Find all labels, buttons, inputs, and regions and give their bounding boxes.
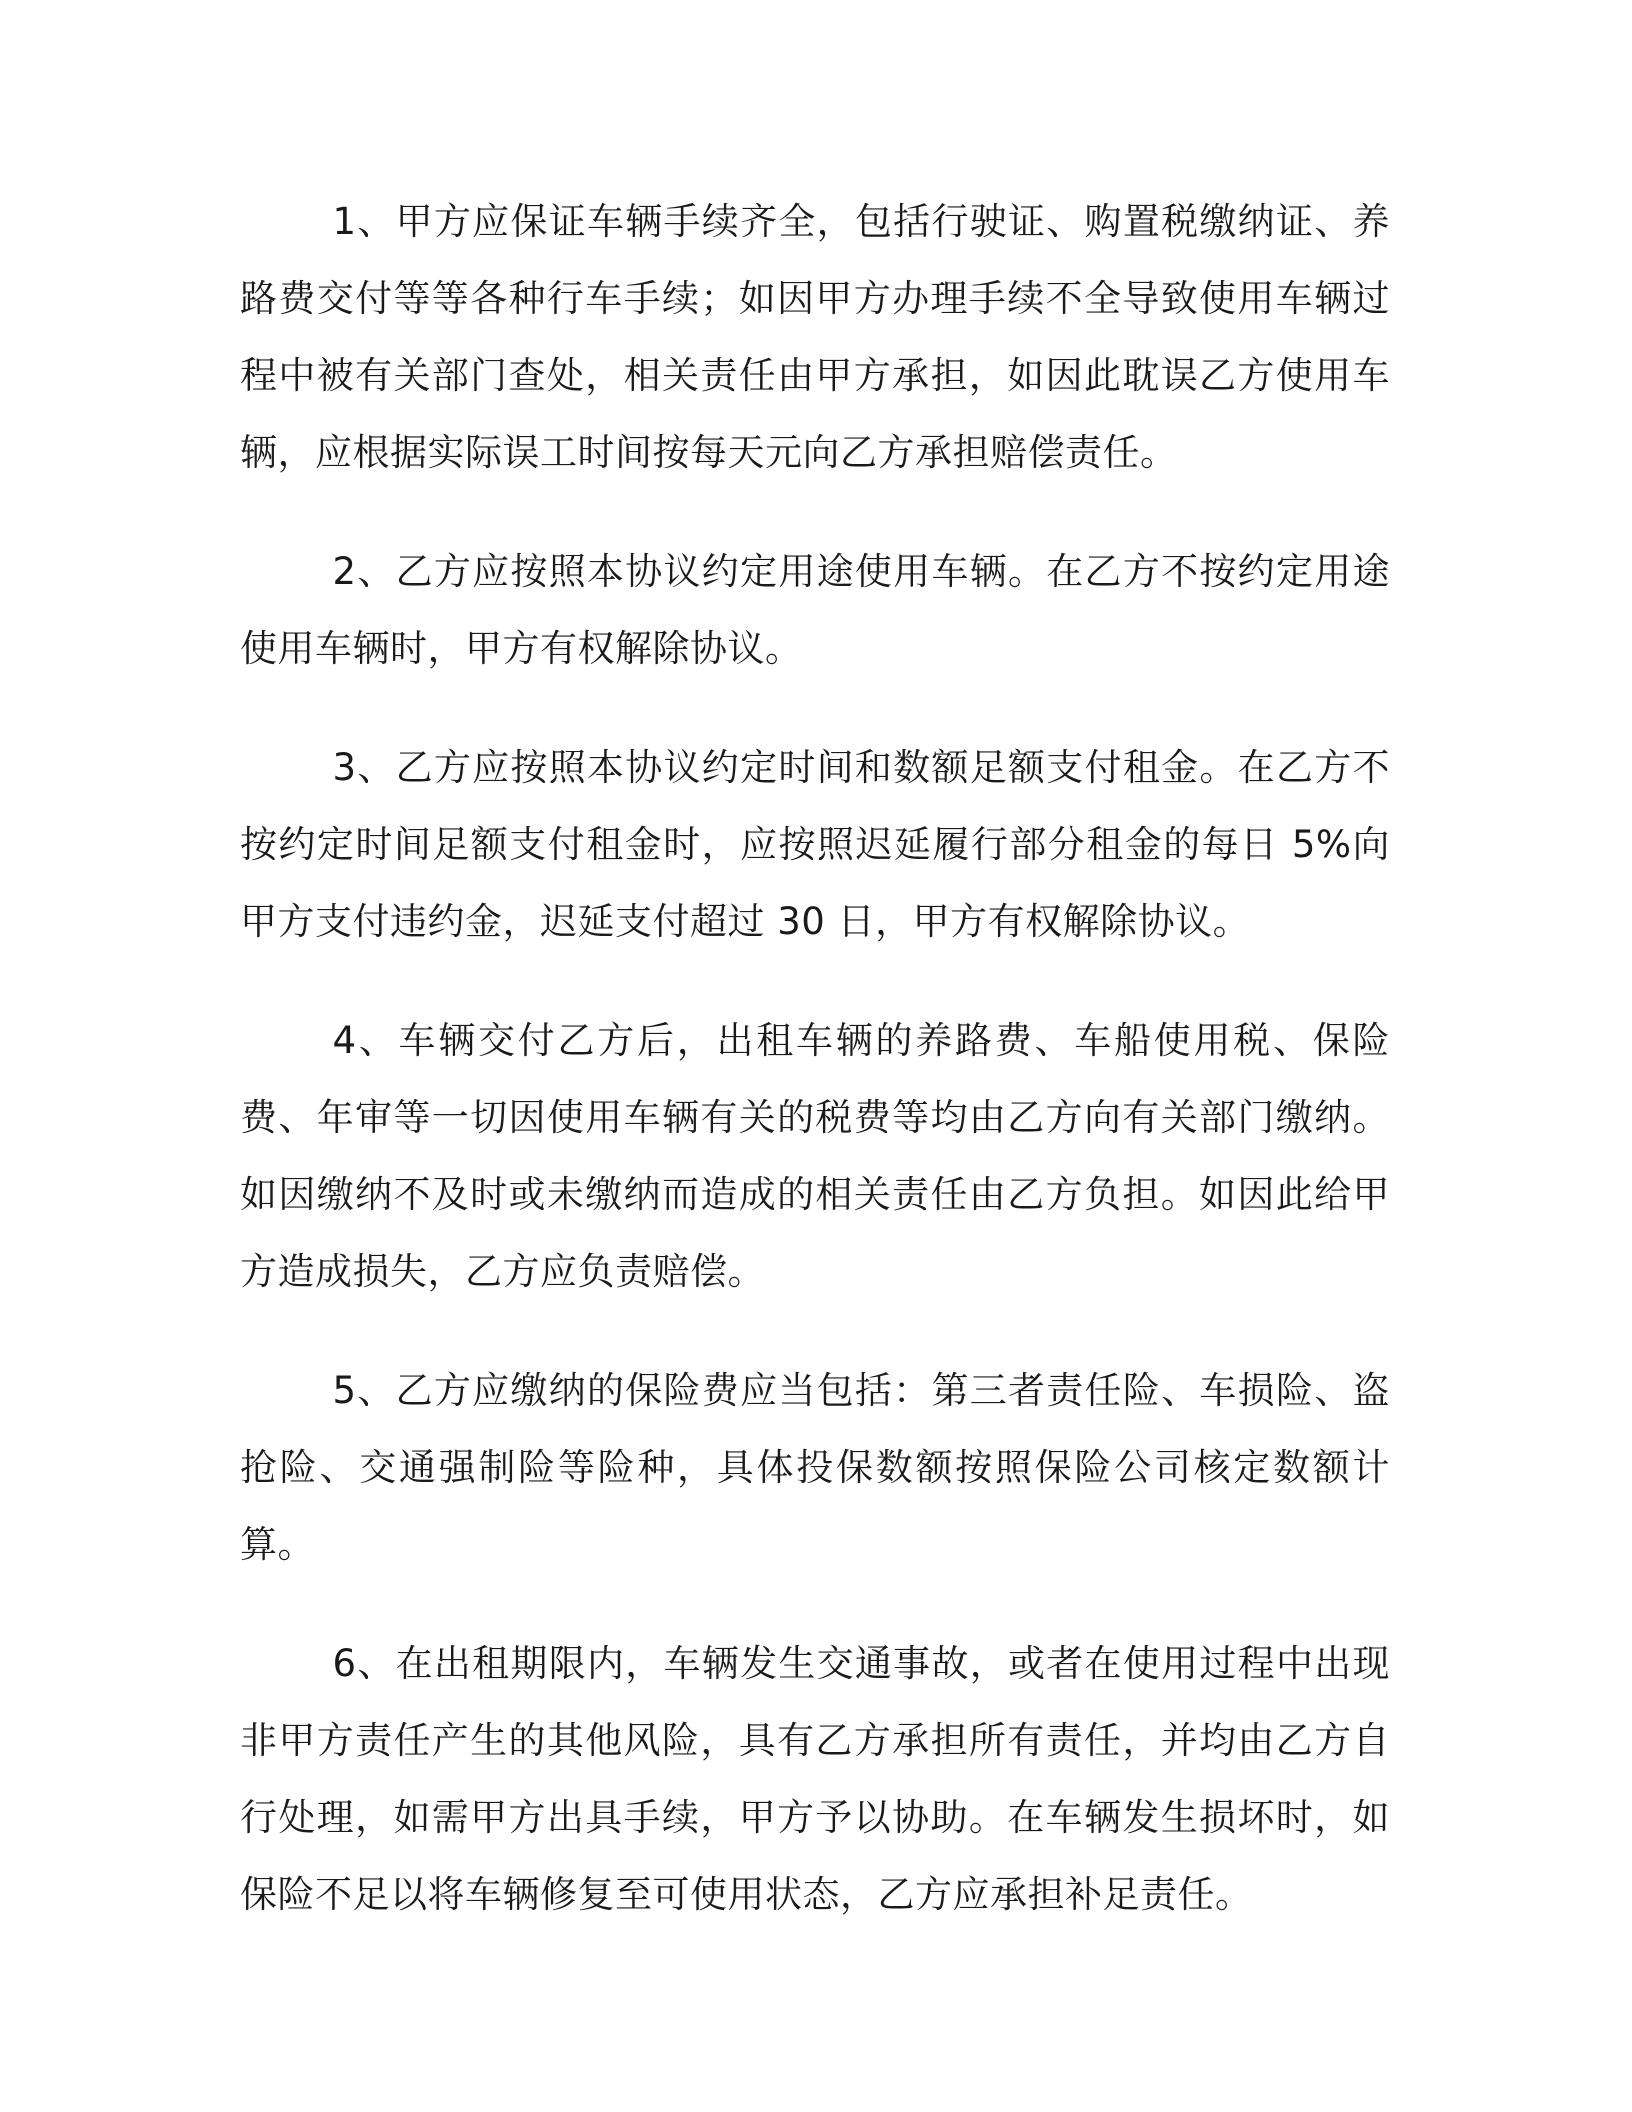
document-body xyxy=(240,183,1390,1975)
clause-3: 3、乙方应按照本协议约定时间和数额足额支付租金。在乙方不按约定时间足额支付租金时，应按照迟延履行部分租金的每日 5%向甲方支付违约金，迟延支付超过 30 日，甲方有权解除协议。 xyxy=(240,746,1390,943)
clause-6: 6、在出租期限内，车辆发生交通事故，或者在使用过程中出现非甲方责任产生的其他风险，具有乙方承担所有责任，并均由乙方自行处理，如需甲方出具手续，甲方予以协助。在车辆发生损坏时，如保险不足以将车辆修复至可使用状态，乙方应承担补足责任。 xyxy=(240,1642,1390,1916)
clause-5: 5、乙方应缴纳的保险费应当包括：第三者责任险、车损险、盗抢险、交通强制险等险种，具体投保数额按照保险公司核定数额计算。 xyxy=(240,1369,1390,1566)
clause-4: 4、车辆交付乙方后，出租车辆的养路费、车船使用税、保险费、年审等一切因使用车辆有关的税费等均由乙方向有关部门缴纳。如因缴纳不及时或未缴纳而造成的相关责任由乙方负担。如因此给甲方造成损失，乙方应负责赔偿。 xyxy=(240,1019,1390,1293)
clause-2: 2、乙方应按照本协议约定用途使用车辆。在乙方不按约定用途使用车辆时，甲方有权解除协议。 xyxy=(240,550,1390,670)
clause-1: 1、甲方应保证车辆手续齐全，包括行驶证、购置税缴纳证、养路费交付等等各种行车手续；如因甲方办理手续不全导致使用车辆过程中被有关部门查处，相关责任由甲方承担，如因此耽误乙方使用车辆，应根据实际误工时间按每天元向乙方承担赔偿责任。 xyxy=(240,200,1390,474)
